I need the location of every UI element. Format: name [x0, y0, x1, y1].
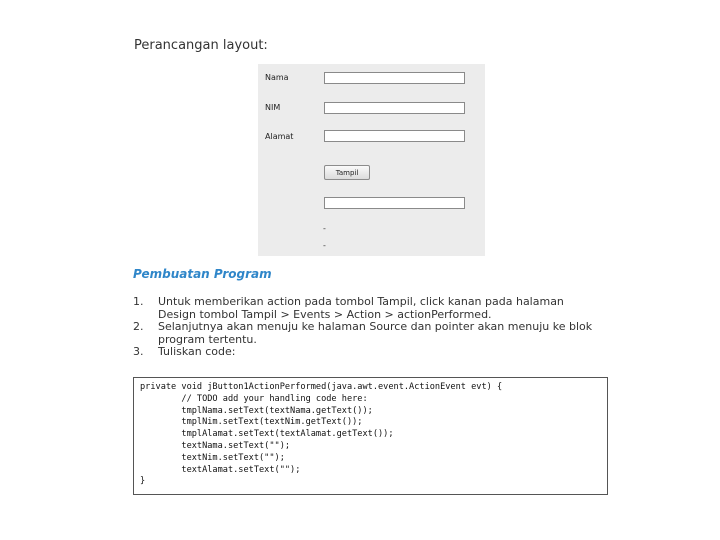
output-field[interactable] [324, 197, 465, 209]
code-line: tmplAlamat.setText(textAlamat.getText()); [140, 429, 394, 440]
code-line: } [140, 476, 146, 487]
code-line: textNim.setText(""); [140, 452, 285, 463]
code-block [133, 377, 608, 495]
step-text: Selanjutnya akan menuju ke halaman Source dan pointer akan menuju ke blok program tertentu. [158, 320, 593, 346]
output-label-nim: - [323, 224, 326, 233]
list-item [133, 321, 603, 346]
list-item [133, 346, 603, 359]
section-title: Pembuatan Program [133, 267, 272, 281]
code-line: tmplNim.setText(textNim.getText()); [140, 417, 363, 428]
step-number: 1. [133, 295, 144, 308]
alamat-label: Alamat [265, 132, 294, 141]
step-number: 3. [133, 345, 144, 358]
nama-label: Nama [265, 73, 289, 82]
code-line: private void jButton1ActionPerformed(java.awt.event.ActionEvent evt) { [140, 382, 503, 392]
alamat-input[interactable] [324, 130, 465, 142]
list-item [133, 296, 603, 321]
tampil-button[interactable]: Tampil [324, 165, 370, 180]
nama-input[interactable] [324, 72, 465, 84]
code-line: textAlamat.setText(""); [140, 464, 301, 475]
form-preview-panel [258, 64, 485, 256]
nim-label: NIM [265, 103, 281, 112]
output-label-alamat: - [323, 241, 326, 250]
code-line: // TODO add your handling code here: [140, 393, 368, 404]
nim-input[interactable] [324, 102, 465, 114]
steps-list [133, 296, 603, 359]
code-line: textNama.setText(""); [140, 440, 291, 451]
step-text: Tuliskan code: [158, 345, 236, 358]
step-number: 2. [133, 320, 144, 333]
layout-heading: Perancangan layout: [134, 38, 268, 53]
step-text: Untuk memberikan action pada tombol Tampil, click kanan pada halaman Design tombol Tampil > Events > Action > actionPerformed. [158, 295, 564, 321]
code-line: tmplNama.setText(textNama.getText()); [140, 405, 373, 416]
